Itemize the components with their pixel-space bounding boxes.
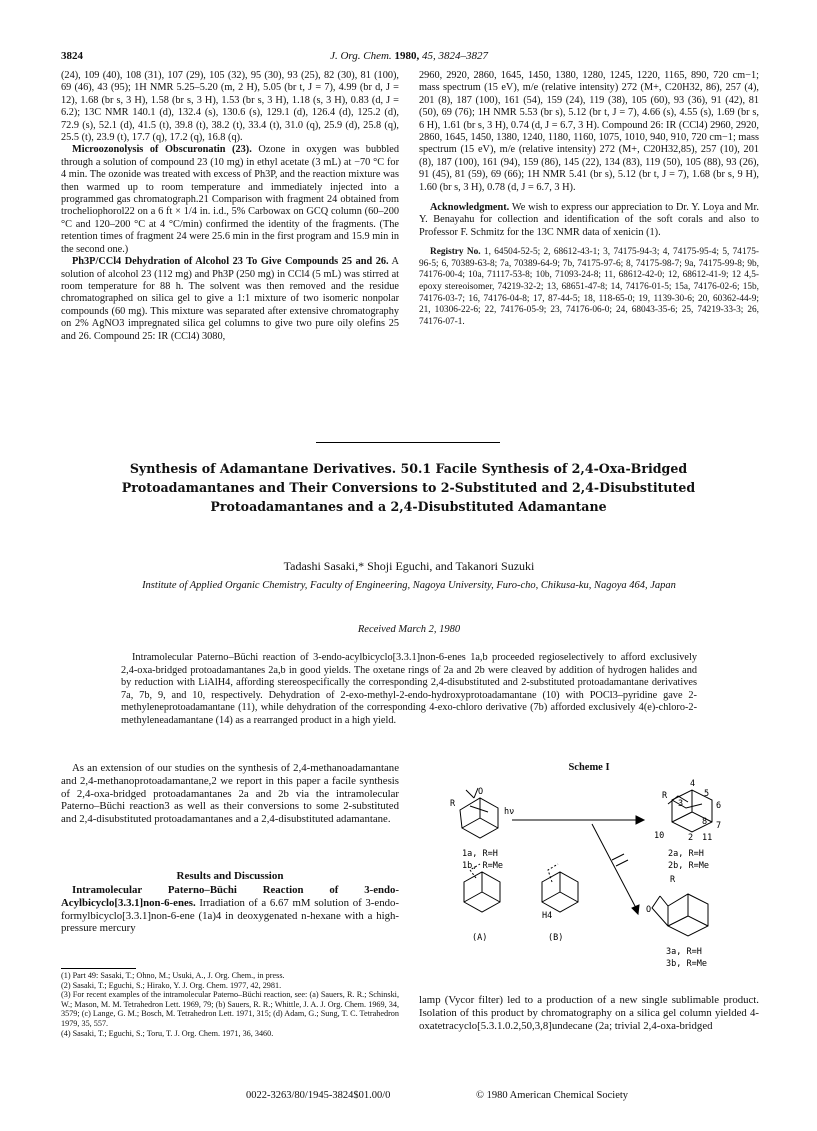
- label-1a: 1a, R=H: [462, 849, 498, 859]
- structure-A-drawing: [464, 864, 500, 912]
- results-paragraph: [61, 884, 399, 935]
- dehydration-paragraph: [61, 256, 399, 343]
- atom-2: 2: [688, 833, 694, 843]
- acknowledgment-paragraph: [419, 202, 759, 239]
- footnote-4: (4) Sasaki, T.; Eguchi, S.; Toru, T. J. Org. Chem. 1971, 36, 3460.: [61, 1028, 274, 1038]
- results-heading: Results and Discussion: [176, 870, 284, 882]
- structure-B-drawing: [542, 864, 578, 912]
- scheme-title: Scheme I: [568, 762, 610, 773]
- atom-10: 10: [654, 831, 665, 841]
- dehydration-heading: Ph3P/CCl4 Dehydration of Alcohol 23 To Give Compounds 25 and 26.: [72, 256, 389, 268]
- reaction-arrow-2: [592, 824, 636, 908]
- atom-H4: H4: [542, 911, 553, 921]
- spectral-data-paragraph: (24), 109 (40), 108 (31), 107 (29), 105 (32), 95 (30), 93 (25), 82 (30), 81 (100), 69 (46), 43 (95); 1H NMR 5.25–5.20 (m, 2 H), 5.05 (br t, J = 7), 4.99 (br d, J = 12), 1.68 (br s, 3 H), 1.58 (br s, 3 H), 1.53 (br s, 3 H), 1.18 (s, 3 H), 0.83 (d, J = 6.2); 13C NMR 140.1 (d), 132.4 (s), 130.6 (s), 129.1 (d), 126.4 (d), 125.2 (d), 72.9 (s), 52.1 (d), 41.5 (t), 39.8 (t), 38.2 (t), 33.4 (t), 31.0 (q), 25.9 (d), 25.8 (q), 25.5 (t), 23.9 (t), 17.7 (q), 17.2 (q), 16.8 (q).: [61, 70, 399, 144]
- journal-citation: [61, 50, 757, 62]
- atom-6: 6: [716, 801, 722, 811]
- running-header: [61, 50, 757, 66]
- arrowhead-1: [636, 816, 644, 824]
- abstract: Intramolecular Paterno–Büchi reaction of 3-endo-acylbicyclo[3.3.1]non-6-enes 1a,b proceeded regioselectively to afford exclusively 2,4-oxa-bridged protoadamantanes 2a,b in good yields. The oxetane rings of 2a and 2b were cleaved by addition of hydrogen halides and by reduction with LiAlH4, affording stereospecifically the corresponding 2,4-disubstituted and 2-substituted protoadamantane derivatives 7a, 7b, 9, and 10, respectively. Dehydration of 2-exo-methyl-2-endo-hydroxyprotoadamantane (10) with POCl3–pyridine gave 2-methyleneprotoadamantane (11), while dehydration of the corresponding 4-exo-chloro derivative (7b) afforded exclusively 4(e)-chloro-2-methyleneadamantane (14) as a rearranged product in a high yield.: [121, 652, 697, 726]
- atom-5: 5: [704, 789, 710, 799]
- paterno-buchi-heading: Intramolecular Paterno–Büchi Reaction of 3-endo-Acylbicyclo[3.3.1]non-6-enes.: [61, 884, 399, 909]
- section-divider: [316, 442, 500, 443]
- article-title: Synthesis of Adamantane Derivatives. 50.1 Facile Synthesis of 2,4-Oxa-Bridged Protoadamantanes and Their Conversions to 2-Substituted and 2,4-Disubstituted Protoadamantanes and a 2,4-Disubstituted Adamantane: [121, 461, 696, 514]
- article-code: 0022-3263/80/1945-3824$01.00/0: [246, 1090, 391, 1101]
- label-2b: 2b, R=Me: [668, 861, 709, 871]
- footnotes: [61, 971, 399, 1038]
- ozonolysis-text: Ozone in oxygen was bubbled through a solution of compound 23 (10 mg) in ethyl acetate (3 mL) at −70 °C for 4 min. The ozonide was treated with excess of Ph3P, and the reaction mixture was then warmed up to room temperature and immediately injected into a programmed gas chromatograph.21 Comparison with fragment 24 obtained from trocheliophorol22 on a 6 ft × 1/4 in. i.d., 5% Carbowax on GCQ column (60–200 °C and 120–200 °C at 4 °C/min) confirmed the identity of the fragments. (The retention times of fragment 24 were 25.6 min in the first program and 15.9 min in the second one.): [61, 144, 399, 255]
- right-column-experimental: [419, 70, 759, 328]
- journal-pages: 3824–3827: [438, 50, 488, 62]
- registry-paragraph: [419, 247, 759, 328]
- paterno-buchi-text: Irradiation of a 6.67 mM solution of 3-endo-formylbicyclo[3.3.1]non-6-ene (1a)4 in deoxygenated n-hexane with a high-pressure mercury: [61, 896, 399, 935]
- atom-O-1: O: [478, 787, 484, 797]
- author-affiliation: Institute of Applied Organic Chemistry, Faculty of Engineering, Nagoya University, Furo-cho, Chikusa-ku, Nagoya 464, Japan: [142, 580, 676, 591]
- ozonolysis-heading: Microozonolysis of Obscuronatin (23).: [72, 144, 252, 156]
- acknowledgment-text: We wish to express our appreciation to Dr. Y. Loya and Mr. Y. Benayahu for collection and identification of the soft corals and also to Professor F. Schmitz for the 13C NMR data of xenicin (1).: [419, 202, 759, 238]
- footnote-2: (2) Sasaki, T.; Eguchi, S.; Hirako, Y. J. Org. Chem. 1977, 42, 2981.: [61, 980, 282, 990]
- atom-R-3: R: [670, 875, 676, 885]
- atom-7: 7: [716, 821, 722, 831]
- compound-spectra-paragraph: 2960, 2920, 2860, 1645, 1450, 1380, 1280, 1245, 1220, 1165, 890, 720 cm−1; mass spectrum (15 eV), m/e (relative intensity) 272 (M+, C20H32, 86), 257 (4), 201 (8), 187 (100), 161 (54), 159 (24), 119 (38), 105 (60), 93 (36), 91 (42), 81 (50), 69 (76); 1H NMR 5.53 (br s), 5.12 (br t, J = 7), 4.66 (s), 4.55 (s), 1.69 (br s, 6 H), 1.61 (br s, 3 H), 0.74 (d, J = 6.7, 3 H). Compound 26: IR (CCl4) 2960, 2920, 2860, 1645, 1450, 1380, 1240, 1180, 1160, 1075, 1010, 940, 910, 720 cm−1; mass spectrum (15 eV), m/e (relative intensity) 272 (M+, C20H32,85), 257 (10), 201 (8), 187 (100), 161 (94), 159 (86), 145 (22), 134 (83), 119 (50), 105 (88), 93 (26), 91 (45), 81 (59), 69 (66); 1H NMR 5.41 (br s), 5.12 (br t, J = 7), 1.68 (br s, 9 H), 1.60 (br s, 3 H), 0.78 (d, J = 6.7, 3 H).: [419, 70, 759, 193]
- hv-label: hν: [504, 807, 515, 817]
- footnote-1: (1) Part 49: Sasaki, T.; Ohno, M.; Usuki, A., J. Org. Chem., in press.: [61, 971, 285, 980]
- label-B: (B): [548, 933, 564, 943]
- label-A: (A): [472, 933, 488, 943]
- atom-4: 4: [690, 779, 696, 789]
- label-1b: 1b, R=Me: [462, 861, 503, 871]
- label-2a: 2a, R=H: [668, 849, 704, 859]
- arrowhead-2: [632, 905, 639, 914]
- article-authors: Tadashi Sasaki,* Shoji Eguchi, and Takanori Suzuki: [283, 559, 535, 573]
- footnote-rule: [61, 968, 136, 969]
- label-3a: 3a, R=H: [666, 947, 702, 957]
- atom-R-1: R: [450, 799, 456, 809]
- intro-paragraph: As an extension of our studies on the synthesis of 2,4-methanoadamantane and 2,4-methanoprotoadamantane,2 we report in this paper a facile synthesis of 2,4-oxa-bridged protoadamantanes 2a and 2b via the intramolecular Paterno–Büchi reaction3 as well as their conversions to some 2-substituted and 2,4-disubstituted protoadamantanes and a 2,4-disubstituted adamantane.: [61, 762, 399, 826]
- received-date: Received March 2, 1980: [357, 624, 461, 635]
- page-number: 3824: [61, 50, 83, 62]
- introduction: [61, 762, 399, 826]
- atom-O-3: O: [646, 905, 652, 915]
- journal-name: J. Org. Chem.: [330, 50, 392, 62]
- atom-11: 11: [702, 833, 713, 843]
- acknowledgment-heading: Acknowledgment.: [430, 202, 510, 214]
- journal-volume: 45,: [421, 50, 436, 62]
- atom-R-2: R: [662, 791, 668, 801]
- registry-heading: Registry No.: [430, 247, 481, 258]
- scheme-diagram: [440, 778, 740, 988]
- ozonolysis-paragraph: [61, 144, 399, 256]
- continued-paragraph: lamp (Vycor filter) led to a production of a new single sublimable product. Isolation of this product by chromatography on a silica gel column yielded 4-oxatetracyclo[5.3.1.0.2,50,3,8]undecane (2a; trivial 2,4-oxa-bridged: [419, 994, 759, 1032]
- copyright: © 1980 American Chemical Society: [476, 1090, 629, 1101]
- dehydration-text: A solution of alcohol 23 (112 mg) and Ph3P (250 mg) in CCl4 (5 mL) was stirred at room temperature for 88 h. The solvent was then removed and the residue chromatographed on silica gel to give a 1:1 mixture of two isomeric nonpolar compounds (60 mg). This mixture was separated after extensive chromatography on 2% AgNO3 impregnated silica gel columns to give two pure oily olefins 25 and 26. Compound 25: IR (CCl4) 3080,: [61, 256, 399, 342]
- atom-3: 3: [678, 799, 684, 809]
- journal-year: 1980,: [394, 50, 420, 62]
- structure-3-drawing: [652, 894, 708, 936]
- left-column-experimental: [61, 70, 399, 343]
- atom-8: 8: [702, 817, 708, 827]
- label-3b: 3b, R=Me: [666, 959, 707, 969]
- registry-text: 1, 64504-52-5; 2, 68612-43-1; 3, 74175-94-3; 4, 74175-95-4; 5, 74175-96-5; 6, 70389-63-8; 7a, 70389-64-9; 7b, 74175-97-6; 8, 74175-98-7; 9a, 74175-99-8; 9b, 74176-00-4; 10a, 71117-53-8; 10b, 71093-24-8; 11, 68612-42-0; 12, 68612-41-9; 12 4,5-epoxy stereoisomer, 74219-32-2; 13, 68651-47-8; 14, 74176-01-5; 15a, 74176-02-6; 15b, 74176-03-7; 16, 74176-04-8; 17, 87-44-5; 18, 118-65-0; 19, 1139-30-6; 20, 60362-44-9; 21, 10306-22-6; 22, 74176-05-9; 23, 74176-06-0; 24, 68043-35-6; 25, 74219-33-3; 26, 74176-07-1.: [419, 247, 760, 327]
- footnote-3: (3) For recent examples of the intramolecular Paterno–Büchi reaction, see: (a) Sauers, R. R.; Schinski, W.; Mason, M. M. Tetrahedron Lett. 1969, 79; (b) Sauers, R. R.; Whittle, J. A. J. Org. Chem. 1969, 34, 3579; (c) Lange, G. M.; Bosch, M. Tetrahedron Lett. 1971, 315; (d) Adam, G.; Sung, T. C. Tetrahedron 1979, 35, 557.: [61, 990, 399, 1028]
